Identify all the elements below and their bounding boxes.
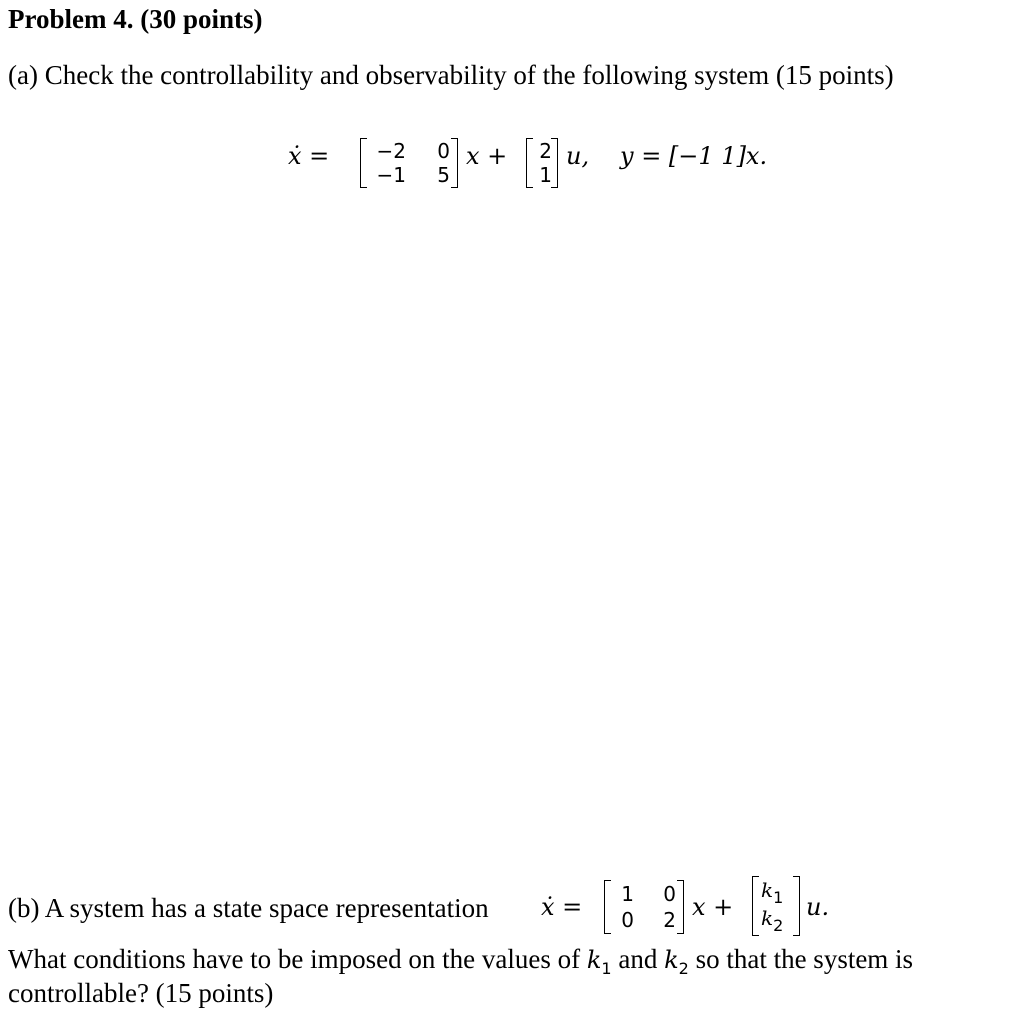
part-a-output-equation: y = [−1 1]x. [620, 142, 768, 170]
part-a-A-22: 5 [437, 163, 450, 187]
part-b-question [8, 944, 914, 978]
part-b-B-2: $k_2$ [761, 906, 784, 935]
part-a-A-12: 0 [437, 139, 450, 163]
part-b-matrix-B [752, 876, 800, 936]
part-a-xdot-equals: ẋ = [288, 142, 330, 170]
part-b-B-1: $k_1$ [761, 878, 784, 907]
part-a-text: (a) Check the controllability and observability of the following system (15 points) [8, 60, 894, 90]
part-b-question-part2: so that the system is [695, 944, 914, 974]
part-a-B-1: 2 [539, 139, 552, 163]
part-b-question-part1: What conditions have to be imposed on the values of [8, 944, 581, 974]
problem-title: Problem 4. (30 points) [8, 4, 263, 34]
part-a-A-11: −2 [376, 139, 406, 163]
part-a-B-2: 1 [539, 163, 552, 187]
part-b-matrix-A [604, 880, 684, 934]
part-b-intro: (b) A system has a state space representation [8, 893, 489, 923]
part-b-A-22: 2 [663, 908, 676, 932]
part-b-question-line2: controllable? (15 points) [8, 978, 274, 1008]
part-b-A-21: 0 [621, 908, 634, 932]
part-b-and: and [618, 944, 658, 974]
part-a-x-plus: x + [466, 142, 508, 170]
part-b-xdot-equals: ẋ = [541, 893, 583, 921]
part-a-A-21: −1 [376, 163, 406, 187]
part-b-A-11: 1 [621, 882, 634, 906]
part-a-matrix-B [526, 138, 558, 188]
part-b-u: u. [806, 893, 830, 921]
k2-symbol: $k_2$ [664, 946, 689, 978]
part-a-matrix-A [360, 138, 458, 188]
part-a-u: u, [566, 142, 590, 170]
part-b-x-plus: x + [692, 893, 734, 921]
part-b-A-12: 0 [663, 882, 676, 906]
k1-symbol: $k_1$ [586, 946, 612, 978]
